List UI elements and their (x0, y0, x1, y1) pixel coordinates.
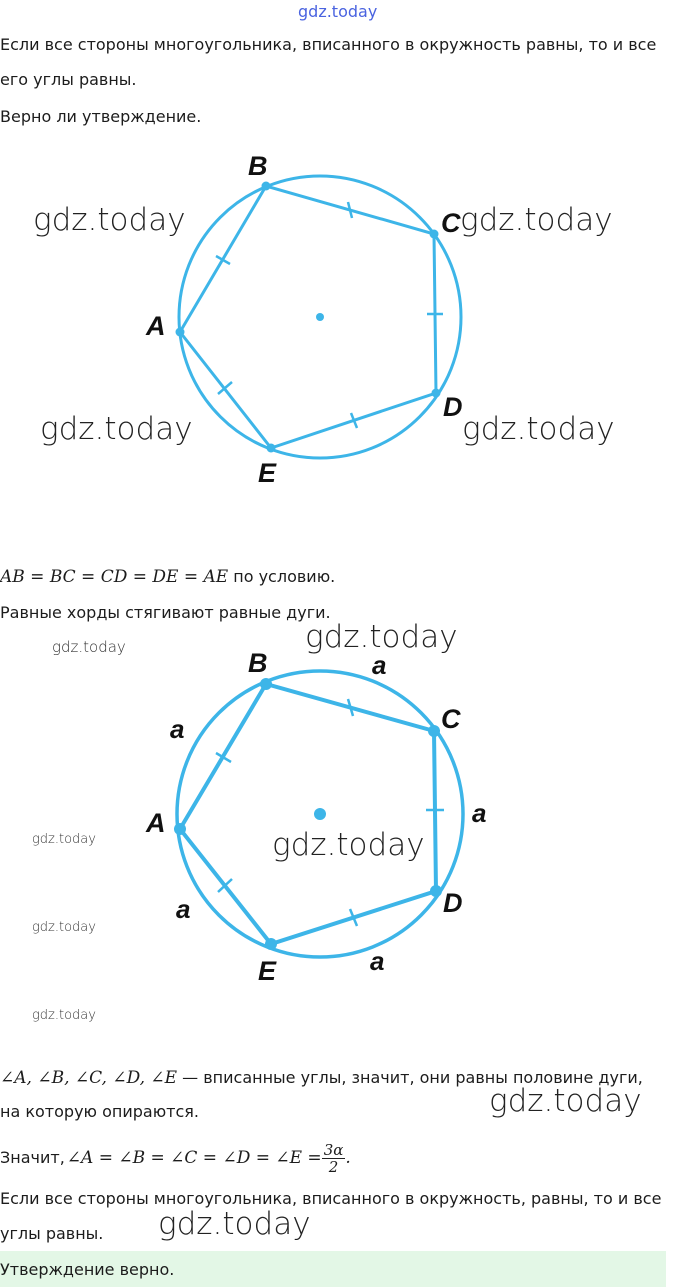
arc-label-bc: a (372, 650, 387, 680)
label-E: E (258, 458, 277, 488)
label-C: C (441, 208, 461, 238)
arc-label-de: a (370, 946, 385, 976)
paragraph-question: Верно ли утверждение. (0, 107, 202, 126)
angles-text: — вписанные углы, значит, они равны половине дуги, (177, 1068, 643, 1087)
label-E: E (258, 956, 277, 986)
answer-text: Утверждение верно. (0, 1260, 175, 1279)
math-equal-sides: AB = BC = CD = DE = AE (0, 567, 229, 587)
watermark: gdz.today (462, 411, 615, 447)
arc-label-ae: a (176, 894, 191, 924)
arc-label-ab: a (170, 714, 185, 744)
label-A: A (146, 311, 166, 341)
conclusion-suffix: . (345, 1148, 351, 1168)
watermark: gdz.today (305, 619, 458, 655)
answer-box (0, 1251, 666, 1287)
paragraph-statement-line2: его углы равны. (0, 70, 137, 89)
conclusion-prefix: Значит, (0, 1148, 65, 1167)
watermark: gdz.today (32, 832, 96, 847)
label-B: B (248, 648, 268, 678)
watermark: gdz.today (272, 827, 425, 863)
watermark: gdz.today (40, 411, 193, 447)
figure-pentagon-2 (0, 640, 680, 1000)
label-D: D (443, 392, 463, 422)
paragraph-statement-line1: Если все стороны многоугольника, вписанного в окружность равны, то и все (0, 35, 657, 54)
angles-line2: на которую опираются. (0, 1102, 199, 1121)
watermark: gdz.today (33, 202, 186, 238)
math-angles: ∠A, ∠B, ∠C, ∠D, ∠E (0, 1068, 178, 1088)
final-statement-line1: Если все стороны многоугольника, вписанного в окружность, равны, то и все (0, 1189, 662, 1208)
fraction-numerator: 3α (323, 1140, 344, 1159)
label-A: A (146, 808, 166, 838)
conclusion-line (0, 1138, 351, 1178)
watermark: gdz.today (32, 920, 96, 935)
label-C: C (441, 704, 461, 734)
label-D: D (443, 888, 463, 918)
fraction (322, 1142, 346, 1175)
equal-sides-text: по условию. (228, 567, 336, 586)
center-point (316, 313, 324, 321)
watermark: gdz.today (489, 1083, 642, 1119)
label-B: B (248, 151, 268, 181)
pentagon (180, 186, 436, 448)
paragraph-chords: Равные хорды стягивают равные дуги. (0, 603, 331, 622)
fraction-denominator: 2 (328, 1157, 339, 1176)
watermark-top[interactable]: gdz.today (298, 2, 378, 21)
watermark: gdz.today (460, 202, 613, 238)
math-conclusion: ∠A = ∠B = ∠C = ∠D = ∠E = (66, 1148, 322, 1168)
watermark: gdz.today (32, 1008, 96, 1023)
center-point (314, 808, 326, 820)
watermark: gdz.today (52, 638, 126, 656)
pentagon (180, 684, 436, 944)
equal-sides-line (0, 566, 335, 588)
watermark: gdz.today (158, 1206, 311, 1242)
final-statement-line2: углы равны. (0, 1224, 104, 1243)
arc-label-cd: a (472, 798, 487, 828)
